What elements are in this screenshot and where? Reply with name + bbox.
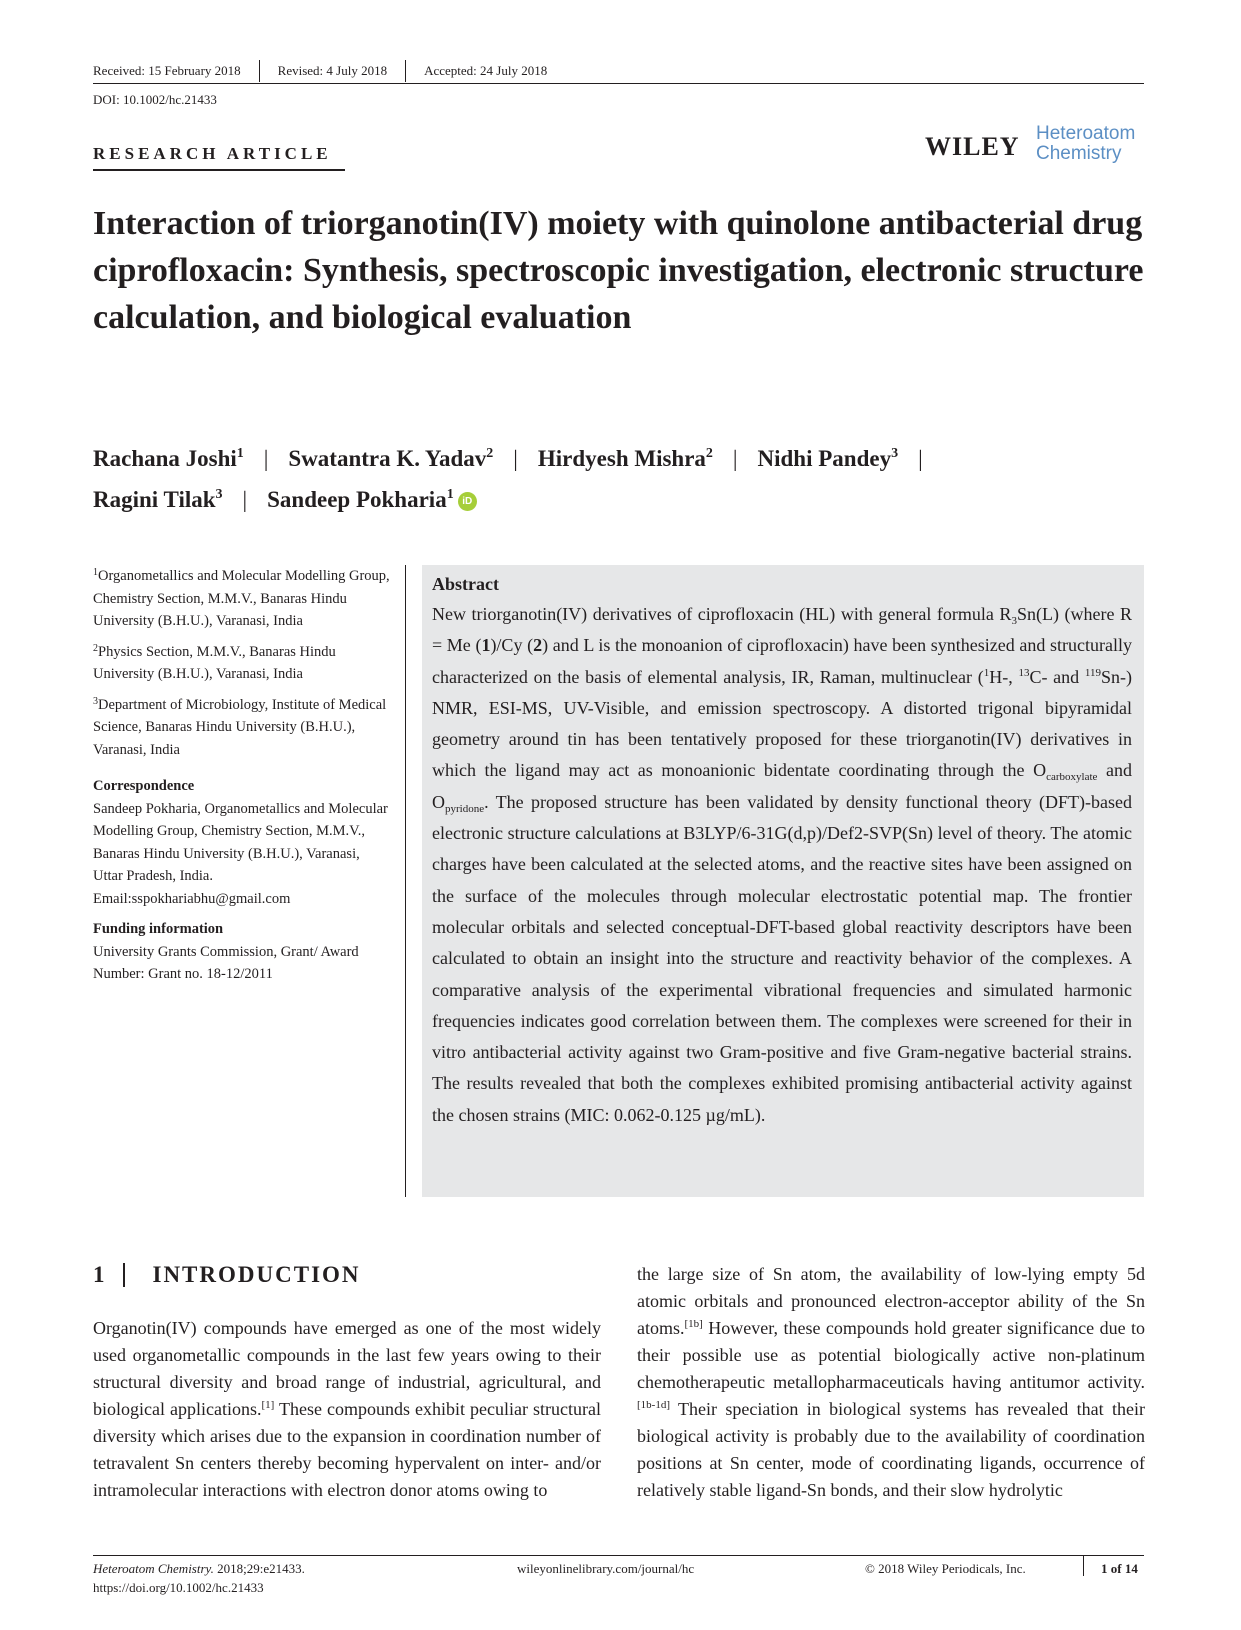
publisher-logo: WILEY bbox=[925, 132, 1020, 161]
author[interactable]: Swatantra K. Yadav$^2$ bbox=[288, 446, 494, 471]
section-heading bbox=[93, 1262, 361, 1288]
footer-citation: Heteroatom Chemistry. 2018;29:e21433. bbox=[93, 1561, 305, 1576]
journal-logo-line1: Heteroatom bbox=[1036, 123, 1136, 144]
footer-rule bbox=[93, 1555, 1144, 1556]
correspondence-text: Sandeep Pokharia, Organometallics and Molecular Modelling Group, Chemistry Section, M.M.V., Banaras Hindu University (B.H.U.), Varanasi, Uttar Pradesh, India. bbox=[93, 800, 388, 884]
author[interactable]: Ragini Tilak$^3$ bbox=[93, 487, 223, 512]
orcid-icon[interactable]: iD bbox=[458, 492, 477, 511]
affiliation: $^1$Organometallics and Molecular Modelling Group, Chemistry Section, M.M.V., Banaras Hindu University (B.H.U.), Varanasi, India bbox=[93, 567, 390, 629]
section-number: 1 bbox=[93, 1262, 107, 1287]
footer-doi-link[interactable]: https://doi.org/10.1002/hc.21433 bbox=[93, 1580, 264, 1595]
author[interactable]: Hirdyesh Mishra$^2$ bbox=[537, 446, 713, 471]
affiliation: $^3$Department of Microbiology, Institute of Medical Science, Banaras Hindu University (B.H.U.), Varanasi, India bbox=[93, 695, 387, 758]
author[interactable]: Sandeep Pokharia$^1$ bbox=[267, 487, 454, 512]
divider bbox=[1083, 1556, 1084, 1576]
funding-text: University Grants Commission, Grant/ Award Number: Grant no. 18-12/2011 bbox=[93, 943, 359, 982]
journal-logo-line2: Chemistry bbox=[1036, 143, 1122, 164]
journal-logo bbox=[1036, 124, 1135, 164]
article-title: Interaction of triorganotin(IV) moiety with quinolone antibacterial drug ciprofloxacin: Synthesis, spectroscopic investigation, electronic structure calculation, and biological evaluation bbox=[93, 205, 1144, 336]
correspondence-heading: Correspondence bbox=[93, 778, 195, 794]
intro-column-left: Organotin(IV) compounds have emerged as one of the most widely used organometallic compounds in the last few years owing to their structural diversity and broad range of industrial, agricultural, and biological applications.[1] These compounds exhibit peculiar structural diversity which arises due to the expansion in coordination number of tetravalent Sn centers thereby becoming hypervalent on inter- and/or intramolecular interactions with electron donor atoms owing to bbox=[93, 1318, 601, 1500]
divider bbox=[123, 1263, 125, 1287]
article-dates bbox=[93, 60, 547, 82]
reference-link[interactable]: [1b-1d] bbox=[637, 1399, 670, 1411]
section-title: INTRODUCTION bbox=[152, 1262, 361, 1287]
revised-date: Revised: 4 July 2018 bbox=[277, 63, 388, 78]
doi[interactable]: DOI: 10.1002/hc.21433 bbox=[93, 92, 217, 107]
author[interactable]: Rachana Joshi$^1$ bbox=[93, 446, 244, 471]
column-divider bbox=[405, 565, 406, 1197]
accepted-date: Accepted: 24 July 2018 bbox=[424, 63, 548, 78]
article-type-underline bbox=[93, 169, 345, 171]
abstract-text: New triorganotin(IV) derivatives of ciprofloxacin (HL) with general formula $R_3Sn(L)$ (where R = Me (1)/Cy (2) and L is the monoanion of ciprofloxacin) have been synthesized and structurally characterized on the basis of elemental analysis, IR, Raman, multinuclear ($^1$H-, $^{13}$C- and $^{119}$Sn-) NMR, ESI-MS, UV-Visible, and emission spectroscopy. A distorted trigonal bipyramidal geometry around tin has been tentatively proposed for these triorganotin(IV) derivatives in which the ligand may act as monoanionic bidentate coordinating through the $O_{carboxylate}$ and $O_{pyridone}$. The proposed structure has been validated by density functional theory (DFT)-based electronic structure calculations at B3LYP/6-31G(d,p)/Def2-SVP(Sn) level of theory. The atomic charges have been calculated at the selected atoms, and the reactive sites have been assigned on the surface of the molecules through molecular electrostatic potential map. The frontier molecular orbitals and selected conceptual-DFT-based global reactivity descriptors have been calculated to obtain an insight into the structure and reactivity behavior of the complexes. A comparative analysis of the experimental vibrational frequencies and simulated harmonic frequencies indicates good correlation between them. The complexes were screened for their in vitro antibacterial activity against two Gram-positive and five Gram-negative bacterial strains. The results revealed that both the complexes exhibited promising antibacterial activity against the chosen strains (MIC: 0.062-0.125 µg/mL). bbox=[432, 604, 1133, 1125]
abstract-heading: Abstract bbox=[432, 574, 499, 594]
affiliations-column bbox=[93, 565, 393, 994]
footer-website-link[interactable]: wileyonlinelibrary.com/journal/hc bbox=[517, 1561, 695, 1576]
footer-copyright: © 2018 Wiley Periodicals, Inc. bbox=[865, 1561, 1026, 1576]
intro-column-right: the large size of Sn atom, the availability of low-lying empty 5d atomic orbitals and pronounced electron-acceptor ability of the Sn atoms.[1b] However, these compounds hold greater significance due to their possible use as potential biologically active non-platinum chemotherapeutic metallopharmaceuticals having antitumor activity.[1b-1d] Their speciation in biological systems has revealed that their biological activity is probably due to the availability of coordination positions at Sn center, mode of coordinating ligands, occurrence of relatively stable ligand-Sn bonds, and their slow hydrolytic bbox=[637, 1264, 1145, 1500]
page-number: 1 of 14 bbox=[1101, 1561, 1138, 1576]
received-date: Received: 15 February 2018 bbox=[93, 63, 241, 78]
header-rule bbox=[93, 83, 1144, 84]
reference-link[interactable]: [1b] bbox=[684, 1318, 703, 1330]
funding-heading: Funding information bbox=[93, 921, 224, 937]
affiliation: $^2$Physics Section, M.M.V., Banaras Hindu University (B.H.U.), Varanasi, India bbox=[93, 642, 336, 682]
divider bbox=[259, 60, 260, 82]
author[interactable]: Nidhi Pandey$^3$ bbox=[757, 446, 899, 471]
author-list: Rachana Joshi$^1$ | Swatantra K. Yadav$^2$ | Hirdyesh Mishra$^2$ | Nidhi Pandey$^3$ | Ragini Tilak$^3$ | Sandeep Pokharia$^1$ iD bbox=[93, 446, 923, 512]
correspondence-email[interactable]: Email:sspokhariabhu@gmail.com bbox=[93, 890, 291, 907]
divider bbox=[405, 60, 406, 82]
article-type: RESEARCH ARTICLE bbox=[93, 144, 332, 163]
reference-link[interactable]: [1] bbox=[261, 1399, 275, 1411]
